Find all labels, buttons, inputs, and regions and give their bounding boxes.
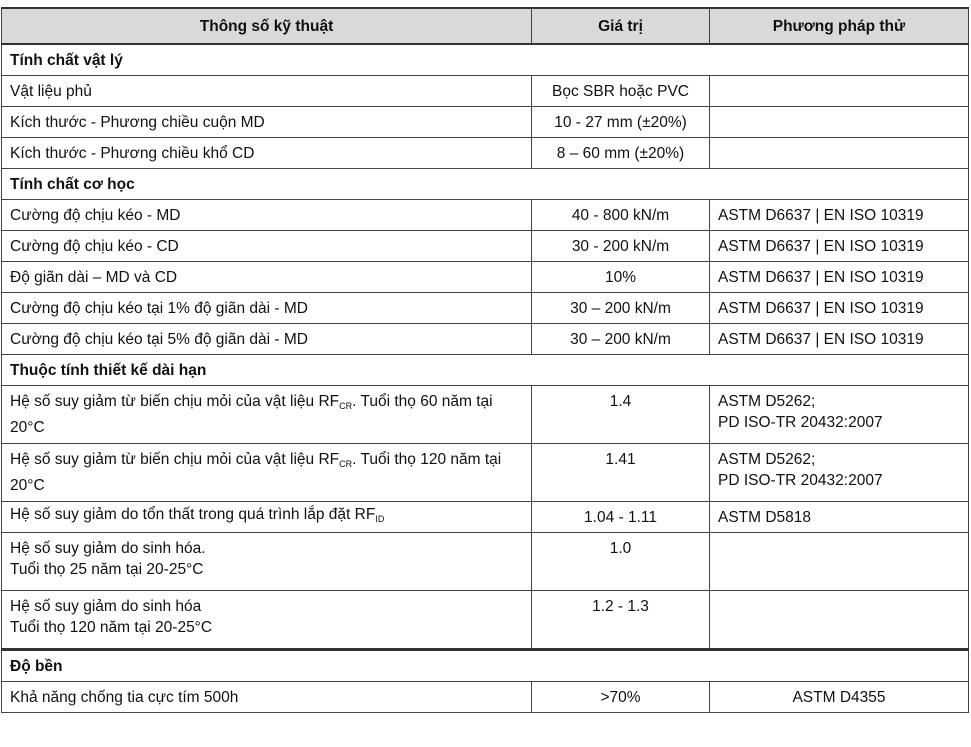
spec-cell: Cường độ chịu kéo - CD [2,231,532,262]
value-cell: 1.2 - 1.3 [532,591,710,650]
section-row [2,169,969,200]
table-row [2,386,969,444]
spec-cell: Kích thước - Phương chiều cuộn MD [2,107,532,138]
value-cell: 8 – 60 mm (±20%) [532,138,710,169]
table-row [2,107,969,138]
method-cell: ASTM D6637 | EN ISO 10319 [710,262,969,293]
subscript: CR [339,459,353,469]
spec-line: Hệ số suy giảm do sinh hóa [10,598,202,615]
method-cell [710,386,969,444]
header-value: Giá trị [532,8,710,44]
spec-cell [2,591,532,650]
method-line: PD ISO-TR 20432:2007 [718,414,883,431]
value-cell: 1.0 [532,533,710,591]
table-row [2,76,969,107]
section-row [2,44,969,76]
spec-text: Hệ số suy giảm do tổn thất trong quá trình lắp đặt RF [10,506,376,523]
table-row [2,138,969,169]
spec-text: . Tuổi thọ 120 năm tại 20°C [10,451,502,494]
table-row [2,533,969,591]
method-cell [710,444,969,502]
table-row [2,682,969,713]
method-cell [710,591,969,650]
table-row [2,502,969,533]
value-cell: 1.41 [532,444,710,502]
method-cell: ASTM D6637 | EN ISO 10319 [710,324,969,355]
table-row [2,231,969,262]
section-design: Thuộc tính thiết kế dài hạn [2,355,969,386]
section-physical: Tính chất vật lý [2,44,969,76]
value-cell: 1.4 [532,386,710,444]
section-row [2,355,969,386]
value-cell: 30 – 200 kN/m [532,324,710,355]
spec-cell [2,502,532,533]
header-row [2,8,969,44]
spec-cell: Vật liệu phủ [2,76,532,107]
method-cell: ASTM D6637 | EN ISO 10319 [710,293,969,324]
spec-text: Hệ số suy giảm từ biến chịu mỏi của vật liệu RF [10,451,340,468]
value-cell: 40 - 800 kN/m [532,200,710,231]
table-row [2,262,969,293]
section-durability: Độ bền [2,650,969,682]
subscript: CR [339,401,353,411]
method-cell: ASTM D5818 [710,502,969,533]
method-cell: ASTM D6637 | EN ISO 10319 [710,200,969,231]
spec-cell: Cường độ chịu kéo tại 5% độ giãn dài - MD [2,324,532,355]
value-cell: 10% [532,262,710,293]
table-row [2,591,969,650]
method-cell: ASTM D4355 [710,682,969,713]
spec-text: . Tuổi thọ 60 năm tại 20°C [10,393,493,436]
header-method: Phương pháp thử [710,8,969,44]
subscript: ID [375,514,385,524]
value-cell: 10 - 27 mm (±20%) [532,107,710,138]
spec-line: Tuổi thọ 25 năm tại 20-25°C [10,561,204,578]
value-cell: >70% [532,682,710,713]
method-cell [710,76,969,107]
spec-cell [2,444,532,502]
section-row [2,650,969,682]
spec-cell: Cường độ chịu kéo - MD [2,200,532,231]
spec-line: Tuổi thọ 120 năm tại 20-25°C [10,619,213,636]
spec-cell [2,533,532,591]
method-cell [710,107,969,138]
table-row [2,200,969,231]
value-cell: 1.04 - 1.11 [532,502,710,533]
table-row [2,444,969,502]
method-cell: ASTM D6637 | EN ISO 10319 [710,231,969,262]
spec-cell: Kích thước - Phương chiều khổ CD [2,138,532,169]
method-line: ASTM D5262; [718,451,816,468]
table-row [2,324,969,355]
spec-table [1,7,969,713]
spec-cell: Cường độ chịu kéo tại 1% độ giãn dài - MD [2,293,532,324]
value-cell: Bọc SBR hoặc PVC [532,76,710,107]
method-cell [710,138,969,169]
spec-line: Hệ số suy giảm do sinh hóa. [10,540,206,557]
spec-cell: Độ giãn dài – MD và CD [2,262,532,293]
value-cell: 30 - 200 kN/m [532,231,710,262]
value-cell: 30 – 200 kN/m [532,293,710,324]
spec-cell: Khả năng chống tia cực tím 500h [2,682,532,713]
header-spec: Thông số kỹ thuật [2,8,532,44]
method-cell [710,533,969,591]
section-mechanical: Tính chất cơ học [2,169,969,200]
method-line: PD ISO-TR 20432:2007 [718,472,883,489]
spec-cell [2,386,532,444]
spec-text: Hệ số suy giảm từ biến chịu mỏi của vật liệu RF [10,393,340,410]
method-line: ASTM D5262; [718,393,816,410]
table-row [2,293,969,324]
